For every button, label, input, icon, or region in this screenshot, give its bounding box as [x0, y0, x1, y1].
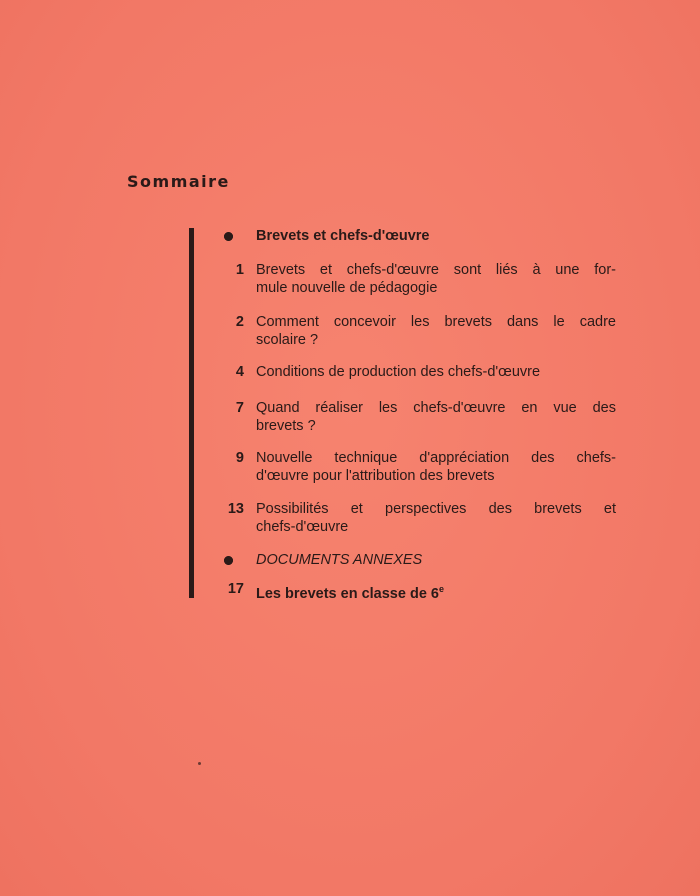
toc-entry-text: Comment concevoir les brevets dans le cadre scolaire ?	[256, 314, 616, 348]
toc-entry-text: Les brevets en classe de 6e	[256, 584, 444, 602]
page-number: 2	[235, 314, 244, 330]
toc-entry-text: Brevets et chefs-d'œuvre	[256, 228, 430, 244]
bullet-icon	[224, 556, 233, 565]
toc-entry-text: Nouvelle technique d'appréciation des chefs- d'œuvre pour l'attribution des brevets	[256, 450, 616, 484]
page-number: 1	[235, 262, 244, 278]
page-number: 9	[235, 450, 244, 466]
toc-entry-text: DOCUMENTS ANNEXES	[256, 552, 423, 568]
page-title: Sommaire	[127, 172, 230, 191]
page-number: 7	[235, 400, 244, 416]
page-number: 17	[227, 581, 244, 597]
toc-entry-text: Possibilités et perspectives des brevets et chefs-d'œuvre	[256, 501, 616, 535]
bullet-icon	[224, 232, 233, 241]
toc-entry-text: Conditions de production des chefs-d'œuvre	[256, 364, 541, 380]
page-number: 13	[227, 501, 244, 517]
toc-entry-text: Quand réaliser les chefs-d'œuvre en vue des brevets ?	[256, 400, 616, 434]
toc-entry-text: Brevets et chefs-d'œuvre sont liés à une for- mule nouvelle de pédagogie	[256, 262, 616, 296]
paper-speck	[198, 762, 201, 765]
page-number: 4	[235, 364, 244, 380]
